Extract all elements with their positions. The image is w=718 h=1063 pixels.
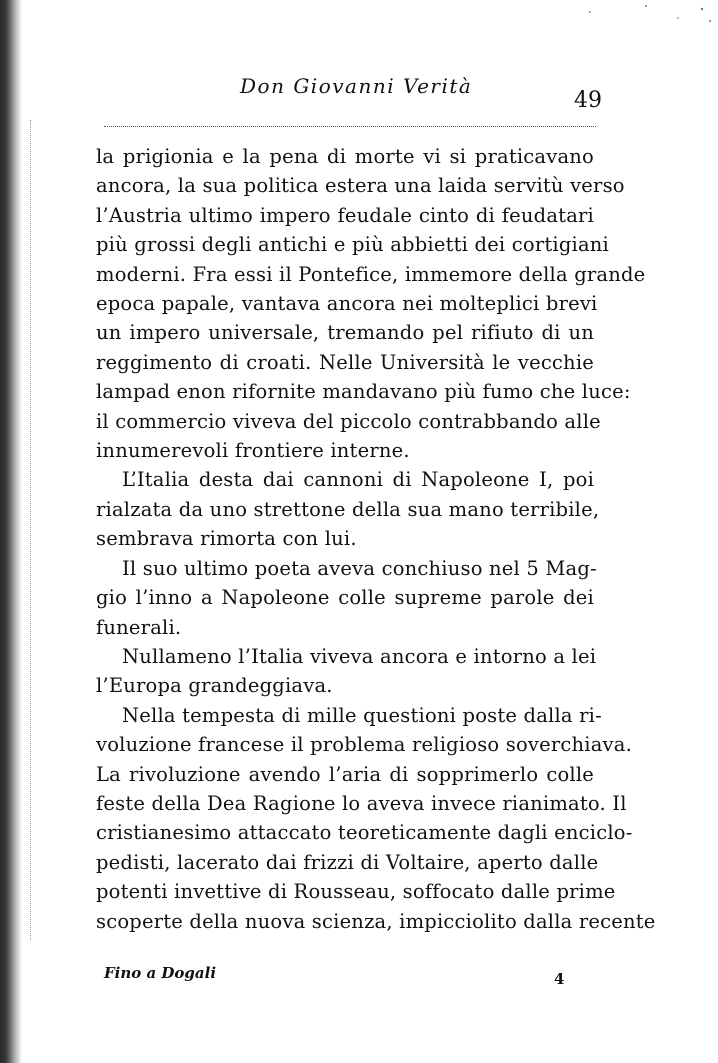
text-line: moderni. Fra essi il Pontefice, immemore della grande: [96, 262, 646, 286]
text-line: sembrava rimorta con lui.: [96, 527, 357, 551]
book-binding-edge: [0, 0, 22, 1063]
text-line: un impero universale, tremando pel rifiuto di un: [96, 321, 594, 345]
text-line: funerali.: [96, 615, 182, 639]
running-title: Don Giovanni Verità: [240, 74, 473, 98]
text-line: il commercio viveva del piccolo contrabbando alle: [96, 409, 601, 433]
text-line: Nella tempesta di mille questioni poste dalla ri-: [122, 703, 602, 727]
text-line: cristianesimo attaccato teoreticamente dagli enciclo-: [96, 821, 633, 845]
text-line: l’Austria ultimo impero feudale cinto di feudatari: [96, 203, 594, 227]
text-line: voluzione francese il problema religioso soverchiava.: [96, 733, 632, 757]
text-line: ancora, la sua politica estera una laida servitù verso: [96, 174, 625, 198]
binding-shadow-line: [30, 120, 32, 940]
text-line: reggimento di croati. Nelle Università le vecchie: [96, 350, 594, 374]
text-line: scoperte della nuova scienza, impicciolito dalla recente: [96, 909, 656, 933]
text-line: feste della Dea Ragione lo aveva invece rianimato. Il: [96, 791, 627, 815]
text-line: La rivoluzione avendo l’aria di sopprimerlo colle: [96, 762, 594, 786]
text-line: L’Italia desta dai cannoni di Napoleone I, poi: [122, 468, 594, 492]
text-line: Il suo ultimo poeta aveva conchiuso nel 5 Mag-: [122, 556, 597, 580]
scan-specks: [558, 0, 718, 30]
header-rule: [104, 126, 596, 127]
text-line: pedisti, lacerato dai frizzi di Voltaire, aperto dalle: [96, 850, 599, 874]
text-line: epoca papale, vantava ancora nei molteplici brevi: [96, 292, 598, 316]
text-line: innumerevoli frontiere interne.: [96, 439, 410, 463]
text-line: più grossi degli antichi e più abbietti dei cortigiani: [96, 233, 609, 257]
text-line: gio l’inno a Napoleone colle supreme parole dei: [96, 586, 594, 610]
text-line: l’Europa grandeggiava.: [96, 674, 333, 698]
text-line: Nullameno l’Italia viveva ancora e intorno a lei: [122, 644, 597, 668]
printer-signature: Fino a Dogali: [104, 964, 217, 982]
text-line: rialzata da uno strettone della sua mano terribile,: [96, 497, 600, 521]
text-line: potenti invettive di Rousseau, soffocato dalle prime: [96, 880, 616, 904]
text-line: la prigionia e la pena di morte vi si praticavano: [96, 145, 594, 168]
text-line: lampad enon rifornite mandavano più fumo che luce:: [96, 380, 631, 404]
sheet-number: 4: [554, 970, 565, 988]
page-number: 49: [574, 88, 602, 113]
body-text: [96, 142, 656, 936]
